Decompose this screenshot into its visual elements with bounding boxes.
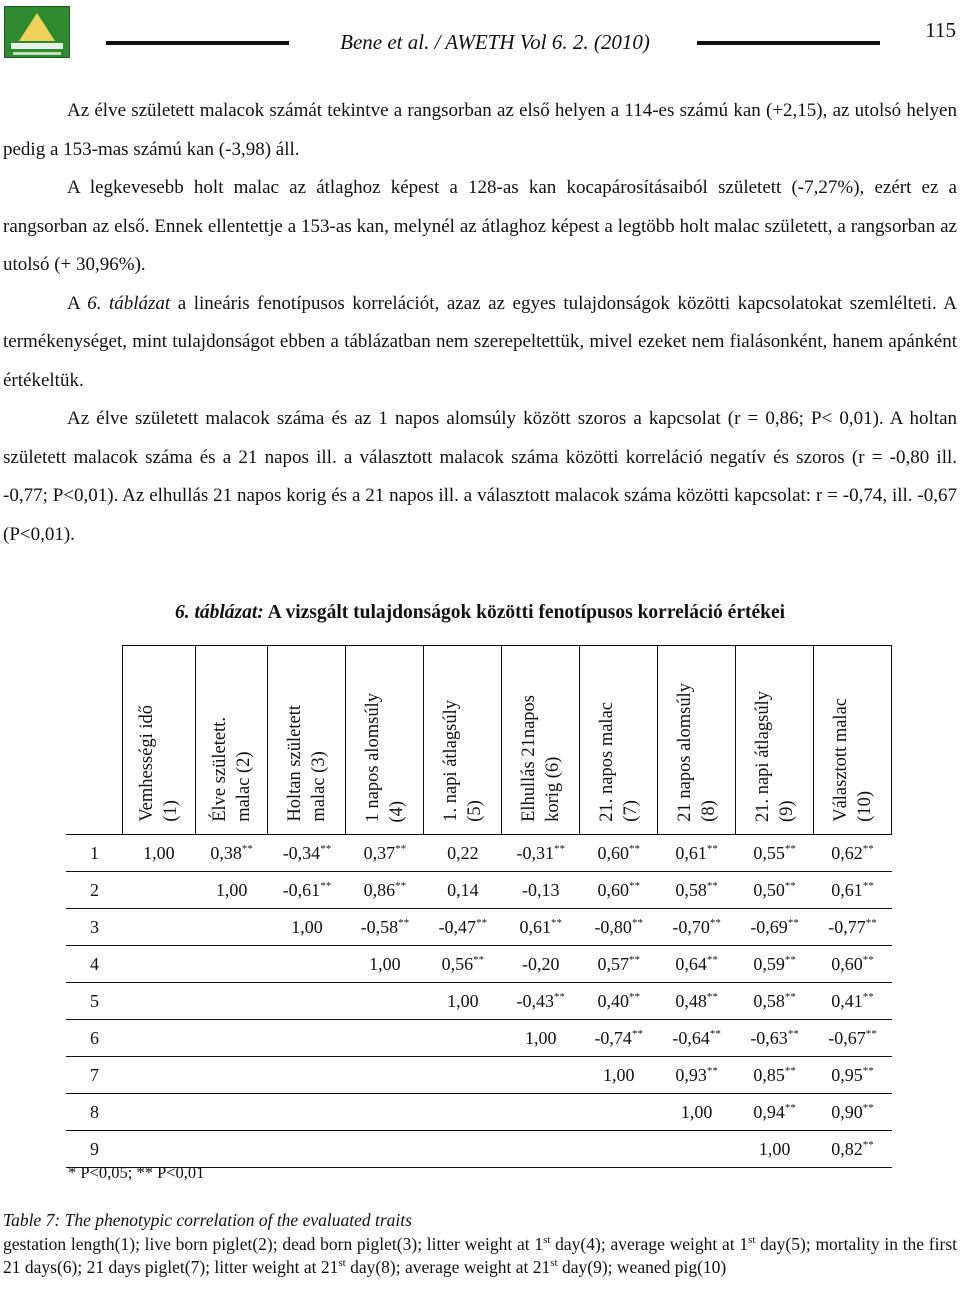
table-cell: [814, 1094, 892, 1131]
cell-value: 0,62: [831, 842, 863, 863]
table-cell: [195, 909, 268, 946]
table-cell: [424, 1094, 502, 1131]
table-cell: [346, 1057, 424, 1094]
cell-value: 1,00: [680, 1101, 713, 1122]
cell-value: 1,00: [447, 990, 479, 1011]
cell-value: -0,20: [522, 953, 560, 974]
significance-marker: **: [865, 916, 877, 929]
table-cell: [502, 835, 580, 872]
cell-value: 0,93: [675, 1064, 707, 1085]
row-label: 9: [66, 1131, 123, 1168]
table-row: [66, 1094, 892, 1131]
table-header-row: [66, 646, 892, 835]
table-cell: [346, 983, 424, 1020]
table-cell: [268, 1094, 346, 1131]
significance-marker: **: [631, 1027, 643, 1040]
table-cell: [346, 872, 424, 909]
caption-text: day(4); average weight at 1: [550, 1233, 749, 1254]
significance-marker: **: [395, 879, 407, 892]
significance-marker: **: [787, 916, 799, 929]
table-title-number: 6. táblázat:: [174, 602, 264, 623]
caption-text: gestation length(1); live born piglet(2); dead born piglet(3); litter weight at 1: [3, 1233, 544, 1254]
cell-value: 0,82: [831, 1138, 863, 1159]
cell-value: 0,94: [753, 1101, 785, 1122]
cell-value: 0,50: [753, 879, 785, 900]
table-title: [60, 602, 900, 624]
significance-marker: **: [709, 1027, 721, 1040]
cell-value: 1,00: [602, 1064, 635, 1085]
table-row: [66, 1131, 892, 1168]
table-cell: [195, 1020, 268, 1057]
cell-value: 0,40: [597, 990, 629, 1011]
column-header: [123, 646, 196, 835]
cell-value: 0,95: [831, 1064, 863, 1085]
paragraph-2: A legkevesebb holt malac az átlaghoz képest a 128-as kan kocapárosításaiból született (-7,27%), ezért ez a rangsorban az első. Ennek ellentettje a 153-as kan, melynél az átlaghoz képest a legtöbb holt malac született, a rangsorban az utolsó (+ 30,96%).: [3, 177, 957, 275]
column-header: [195, 646, 268, 835]
column-header: [502, 646, 580, 835]
significance-marker: **: [865, 1027, 877, 1040]
correlation-table: [66, 645, 892, 1168]
caption-title: Table 7: The phenotypic correlation of the evaluated traits: [3, 1210, 412, 1230]
column-header-label: 21. napos malac (7): [596, 702, 641, 822]
table-cell: [195, 872, 268, 909]
significance-marker: **: [784, 1101, 796, 1114]
table-cell: [424, 835, 502, 872]
column-header-label: Elhullás 21napos korig (6): [518, 695, 563, 822]
table-cell: [346, 1131, 424, 1168]
table-cell: [658, 909, 736, 946]
table-row: [66, 1020, 892, 1057]
table-cell: [736, 872, 814, 909]
table-cell: [580, 1020, 658, 1057]
column-header-label: Vemhességi idő (1): [136, 705, 181, 822]
cell-value: -0,13: [522, 879, 560, 900]
row-label: 2: [66, 872, 123, 909]
caption-text: day(9); weaned pig(10): [557, 1257, 727, 1277]
header-rule-left: [106, 41, 289, 45]
significance-marker: **: [862, 990, 874, 1003]
cell-value: -0,47: [438, 916, 477, 937]
table-cell: [580, 1094, 658, 1131]
table-cell: [123, 1094, 196, 1131]
table-cell: [736, 835, 814, 872]
table-row: [66, 835, 892, 872]
cell-value: 1,00: [369, 953, 401, 974]
table-cell: [580, 872, 658, 909]
significance-marker: **: [320, 879, 332, 892]
significance-marker: **: [628, 842, 640, 855]
table-cell: [814, 872, 892, 909]
table-cell: [502, 1131, 580, 1168]
table-row: [66, 872, 892, 909]
cell-value: 0,61: [831, 879, 863, 900]
caption-text: day(5); mortality in the first 21 days(6); 21 days piglet(7); litter weight at 21: [3, 1233, 957, 1277]
significance-marker: **: [241, 842, 253, 855]
table-cell: [736, 946, 814, 983]
table-cell: [346, 835, 424, 872]
table-cell: [814, 946, 892, 983]
significance-marker: **: [706, 953, 718, 966]
row-label: 8: [66, 1094, 123, 1131]
table-cell: [268, 872, 346, 909]
cell-value: 0,90: [831, 1101, 863, 1122]
cell-value: 0,61: [519, 916, 551, 937]
cell-value: 1,00: [758, 1138, 791, 1159]
cell-value: 0,37: [363, 842, 396, 863]
table-cell: [123, 1020, 196, 1057]
table-body: [66, 834, 892, 1168]
significance-marker: **: [706, 990, 718, 1003]
significance-marker: **: [784, 1064, 796, 1077]
table-cell: [736, 1131, 814, 1168]
paragraph-3-rest: a lineáris fenotípusos korrelációt, azaz az egyes tulajdonságok közötti kapcsolatokat szemlélteti. A termékenységet, mint tulajdonságot ebben a táblázatban nem szerepeltettük, mivel ezeket nem fialásonként, hanem apánként értékeltük.: [3, 292, 957, 391]
cell-value: 0,64: [675, 953, 707, 974]
table-cell: [658, 1057, 736, 1094]
table-footnote: * P<0,05; ** P<0,01: [68, 1163, 205, 1182]
cell-value: -0,74: [594, 1027, 632, 1048]
significance-marker: **: [862, 842, 874, 855]
column-header-label: 1 napos alomsúly (4): [362, 692, 407, 822]
table-cell: [195, 946, 268, 983]
table-cell: [123, 872, 196, 909]
caption-sup: st: [543, 1233, 551, 1246]
row-label: 5: [66, 983, 123, 1020]
table-cell: [502, 1094, 580, 1131]
significance-marker: **: [554, 990, 565, 1003]
significance-marker: **: [554, 842, 565, 855]
column-header: [346, 646, 424, 835]
cell-value: 0,22: [447, 842, 479, 863]
table-cell: [424, 909, 502, 946]
row-label-header: [66, 646, 123, 835]
table-cell: [814, 1020, 892, 1057]
english-caption: [3, 1209, 957, 1280]
table-cell: [736, 1020, 814, 1057]
significance-marker: **: [398, 916, 410, 929]
table-cell: [736, 1094, 814, 1131]
cell-value: 0,59: [753, 953, 785, 974]
table-cell: [658, 983, 736, 1020]
table-cell: [346, 1020, 424, 1057]
table-cell: [502, 872, 580, 909]
table-cell: [195, 983, 268, 1020]
significance-marker: **: [787, 1027, 799, 1040]
table-cell: [814, 983, 892, 1020]
table-cell: [123, 1057, 196, 1094]
significance-marker: **: [320, 842, 332, 855]
column-header-label: Élve született. malac (2): [209, 717, 254, 822]
significance-marker: **: [706, 879, 718, 892]
column-header-label: Holtan született malac (3): [284, 705, 329, 822]
table-cell: [658, 872, 736, 909]
table-cell: [424, 872, 502, 909]
body-text: [3, 92, 957, 554]
significance-marker: **: [784, 953, 796, 966]
table-cell: [502, 983, 580, 1020]
table-cell: [268, 946, 346, 983]
table-cell: [123, 946, 196, 983]
cell-value: -0,43: [516, 990, 554, 1011]
cell-value: 0,85: [753, 1064, 785, 1085]
caption-body: [3, 1233, 957, 1280]
cell-value: 0,48: [675, 990, 707, 1011]
paragraph-4: Az élve született malacok száma és az 1 napos alomsúly között szoros a kapcsolat (r = 0,86; P< 0,01). A holtan született malacok száma és a 21 napos ill. a választott malacok száma közötti korreláció negatív és szoros (r = -0,80 ill. -0,77; P<0,01). Az elhullás 21 napos korig és a 21 napos ill. a választott malacok száma közötti kapcsolat: r = -0,74, ill. -0,67 (P<0,01).: [3, 408, 957, 545]
table-cell: [424, 1020, 502, 1057]
cell-value: 0,55: [753, 842, 785, 863]
cell-value: 0,58: [675, 879, 707, 900]
table-cell: [123, 909, 196, 946]
table-title-text: A vizsgált tulajdonságok közötti fenotípusos korreláció értékei: [263, 602, 786, 623]
cell-value: 1,00: [143, 842, 175, 863]
table-cell: [268, 909, 346, 946]
table-cell: [195, 1094, 268, 1131]
significance-marker: **: [784, 990, 796, 1003]
cell-value: 0,60: [597, 842, 629, 863]
significance-marker: **: [706, 1064, 718, 1077]
significance-marker: **: [862, 1138, 874, 1151]
column-header: [736, 646, 814, 835]
table-cell: [424, 1057, 502, 1094]
cell-value: 0,86: [363, 879, 396, 900]
significance-marker: **: [628, 953, 640, 966]
cell-value: 0,41: [831, 990, 863, 1011]
row-label: 7: [66, 1057, 123, 1094]
cell-value: -0,80: [594, 916, 632, 937]
table-reference: 6. táblázat: [87, 292, 171, 314]
significance-marker: **: [628, 879, 640, 892]
table-cell: [502, 909, 580, 946]
table-cell: [658, 1131, 736, 1168]
table-cell: [424, 1131, 502, 1168]
table-cell: [502, 1020, 580, 1057]
significance-marker: **: [862, 1101, 874, 1114]
row-label: 3: [66, 909, 123, 946]
significance-marker: **: [476, 916, 488, 929]
table-cell: [346, 1094, 424, 1131]
column-header: [580, 646, 658, 835]
table-cell: [658, 1094, 736, 1131]
journal-logo: [4, 6, 70, 58]
header-rule-right: [697, 41, 880, 45]
cell-value: 1,00: [525, 1027, 557, 1048]
table-row: [66, 909, 892, 946]
column-header-label: 21 napos alomsúly (8): [674, 683, 719, 822]
table-cell: [195, 1131, 268, 1168]
cell-value: 0,60: [831, 953, 863, 974]
table-row: [66, 983, 892, 1020]
table-cell: [502, 1057, 580, 1094]
table-cell: [580, 909, 658, 946]
table-cell: [195, 835, 268, 872]
cell-value: 0,61: [675, 842, 707, 863]
column-header: [658, 646, 736, 835]
column-header-label: 21. napi átlagsúly (9): [752, 690, 797, 822]
significance-marker: **: [709, 916, 721, 929]
cell-value: -0,58: [360, 916, 399, 937]
table-cell: [658, 835, 736, 872]
significance-marker: **: [784, 879, 796, 892]
cell-value: -0,63: [750, 1027, 788, 1048]
table-cell: [346, 909, 424, 946]
cell-value: -0,34: [282, 842, 321, 863]
caption-text: day(8); average weight at 21: [345, 1257, 551, 1277]
caption-sup: st: [550, 1257, 558, 1269]
significance-marker: **: [551, 916, 562, 929]
table-cell: [580, 835, 658, 872]
cell-value: 0,14: [447, 879, 479, 900]
significance-marker: **: [473, 953, 485, 966]
cell-value: 1,00: [291, 916, 323, 937]
cell-value: 0,56: [441, 953, 474, 974]
cell-value: -0,69: [750, 916, 788, 937]
table-cell: [658, 946, 736, 983]
column-header: [814, 646, 892, 835]
table-cell: [424, 983, 502, 1020]
paragraph-3: [3, 285, 957, 401]
cell-value: -0,64: [672, 1027, 710, 1048]
table-cell: [814, 1057, 892, 1094]
row-label: 6: [66, 1020, 123, 1057]
table-cell: [123, 1131, 196, 1168]
cell-value: 0,60: [597, 879, 629, 900]
significance-marker: **: [631, 916, 643, 929]
table-cell: [123, 983, 196, 1020]
cell-value: 0,57: [597, 953, 629, 974]
column-header-label: 1. napi átlagsúly (5): [440, 700, 485, 822]
significance-marker: **: [862, 953, 874, 966]
table-cell: [268, 1057, 346, 1094]
table-cell: [123, 835, 196, 872]
table-cell: [580, 1057, 658, 1094]
significance-marker: **: [862, 879, 874, 892]
significance-marker: **: [395, 842, 407, 855]
page-number: 115: [925, 18, 956, 42]
significance-marker: **: [862, 1064, 874, 1077]
column-header: [424, 646, 502, 835]
table-cell: [580, 1131, 658, 1168]
cell-value: 0,58: [753, 990, 785, 1011]
cell-value: 0,38: [210, 842, 242, 863]
table-cell: [736, 1057, 814, 1094]
significance-marker: **: [628, 990, 640, 1003]
table-cell: [814, 1131, 892, 1168]
table-cell: [814, 909, 892, 946]
column-header-label: Választott malac (10): [830, 698, 875, 822]
table-cell: [346, 946, 424, 983]
table-cell: [195, 1057, 268, 1094]
table-row: [66, 1057, 892, 1094]
running-head: Bene et al. / AWETH Vol 6. 2. (2010): [340, 30, 650, 54]
cell-value: 1,00: [215, 879, 248, 900]
paragraph-1: Az élve született malacok számát tekintve a rangsorban az első helyen a 114-es számú kan (+2,15), az utolsó helyen pedig a 153-mas számú kan (-3,98) áll.: [3, 100, 957, 160]
cell-value: -0,70: [672, 916, 710, 937]
table-cell: [268, 1020, 346, 1057]
table-cell: [502, 946, 580, 983]
caption-sup: st: [338, 1257, 346, 1269]
significance-marker: **: [706, 842, 718, 855]
table-cell: [268, 835, 346, 872]
table-cell: [580, 983, 658, 1020]
significance-marker: **: [784, 842, 796, 855]
table-cell: [736, 983, 814, 1020]
cell-value: -0,67: [828, 1027, 866, 1048]
table-row: [66, 946, 892, 983]
table-cell: [268, 1131, 346, 1168]
table-cell: [814, 835, 892, 872]
column-header: [268, 646, 346, 835]
row-label: 1: [66, 835, 123, 872]
table-cell: [736, 909, 814, 946]
paragraph-3-lead: A: [67, 292, 88, 314]
row-label: 4: [66, 946, 123, 983]
table-cell: [268, 983, 346, 1020]
cell-value: -0,61: [282, 879, 321, 900]
cell-value: -0,77: [828, 916, 866, 937]
cell-value: -0,31: [516, 842, 554, 863]
caption-sup: st: [748, 1233, 756, 1246]
table-cell: [424, 946, 502, 983]
table-cell: [658, 1020, 736, 1057]
table-cell: [580, 946, 658, 983]
